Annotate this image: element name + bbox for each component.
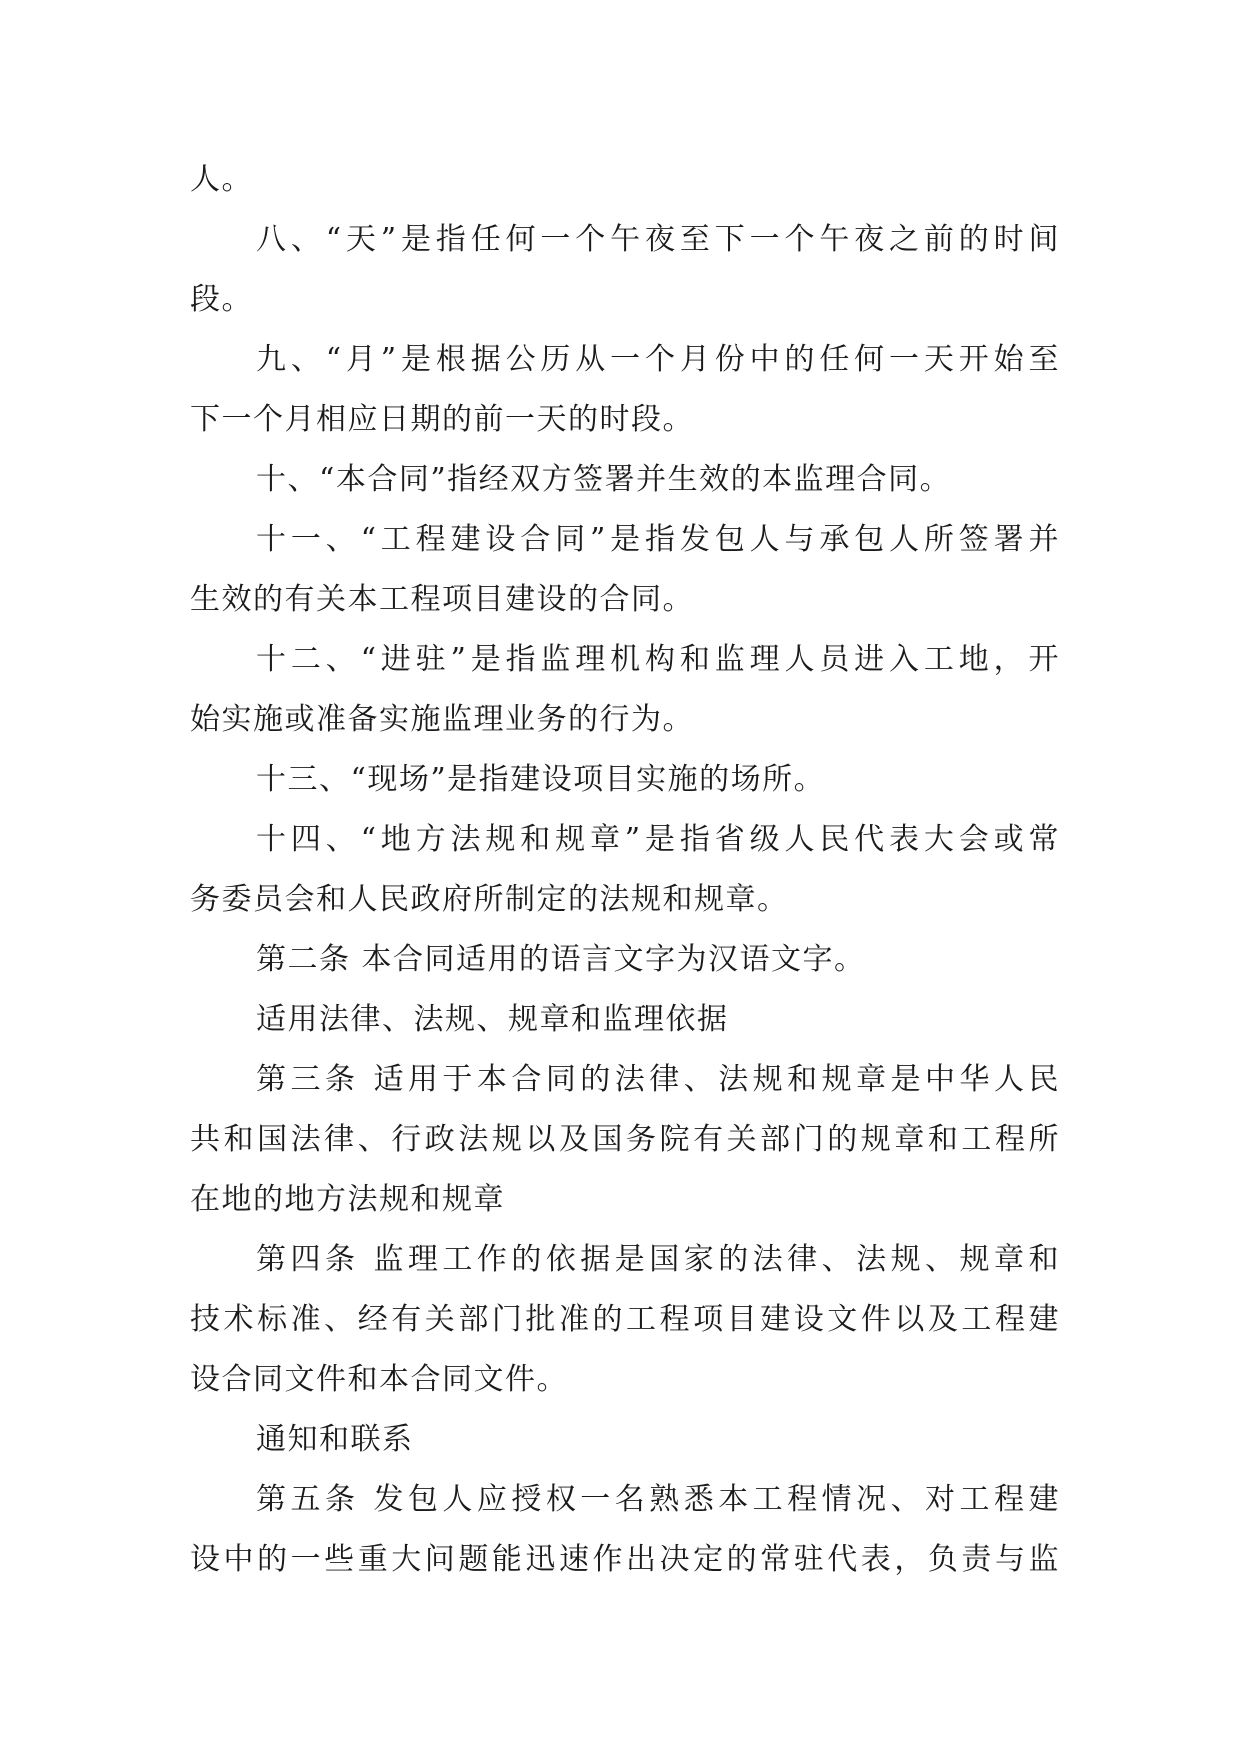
text-line: 第三条 适用于本合同的法律、法规和规章是中华人民	[256, 1062, 1060, 1097]
text-line: 九、“月”是根据公历从一个月份中的任何一天开始至	[256, 342, 1060, 377]
text-line: 下一个月相应日期的前一天的时段。	[190, 402, 694, 437]
section-heading: 适用法律、法规、规章和监理依据	[256, 1002, 729, 1037]
text-line: 务委员会和人民政府所制定的法规和规章。	[190, 882, 789, 917]
text-line: 第五条 发包人应授权一名熟悉本工程情况、对工程建	[256, 1482, 1060, 1517]
text-line: 十三、“现场”是指建设项目实施的场所。	[256, 762, 826, 797]
text-line: 十四、“地方法规和规章”是指省级人民代表大会或常	[256, 822, 1060, 857]
text-line: 第二条 本合同适用的语言文字为汉语文字。	[256, 942, 866, 977]
text-line: 十二、“进驻”是指监理机构和监理人员进入工地，开	[256, 642, 1060, 677]
text-line: 设合同文件和本合同文件。	[190, 1362, 568, 1397]
text-line: 人。	[190, 162, 253, 197]
text-line: 始实施或准备实施监理业务的行为。	[190, 702, 694, 737]
text-line: 技术标准、经有关部门批准的工程项目建设文件以及工程建	[190, 1302, 1060, 1337]
document-body	[190, 150, 1060, 1590]
text-line: 生效的有关本工程项目建设的合同。	[190, 582, 694, 617]
text-line: 段。	[190, 282, 253, 317]
text-line: 在地的地方法规和规章	[190, 1182, 505, 1217]
section-heading: 通知和联系	[256, 1422, 414, 1457]
text-line: 十一、“工程建设合同”是指发包人与承包人所签署并	[256, 522, 1060, 557]
text-line: 十、“本合同”指经双方签署并生效的本监理合同。	[256, 462, 952, 497]
text-line: 设中的一些重大问题能迅速作出决定的常驻代表，负责与监	[190, 1542, 1060, 1577]
text-line: 第四条 监理工作的依据是国家的法律、法规、规章和	[256, 1242, 1060, 1277]
text-line: 共和国法律、行政法规以及国务院有关部门的规章和工程所	[190, 1122, 1060, 1157]
text-line: 八、“天”是指任何一个午夜至下一个午夜之前的时间	[256, 222, 1060, 257]
